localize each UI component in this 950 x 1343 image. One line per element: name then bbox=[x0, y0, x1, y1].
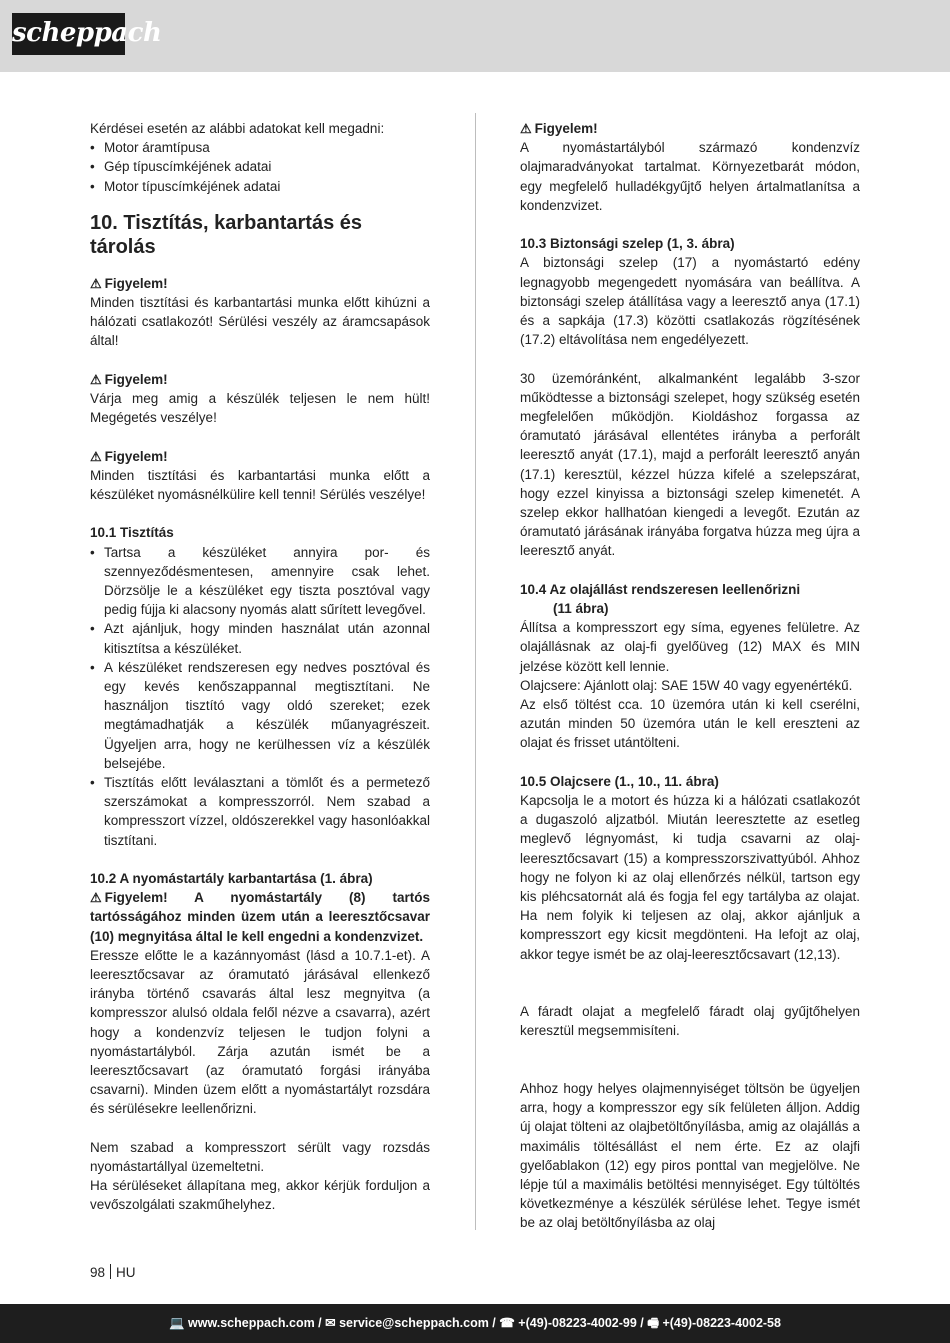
list-item: • Tartsa a készüléket annyira por- és szennyeződésmentesen, amennyire csak lehet. Dörzsölje le a készüléket egy tiszta posztóval vagy pedig fújja ki alacsony nyomás alatt sűrített levegővel. bbox=[90, 543, 430, 620]
list-item: • A készüléket rendszeresen egy nedves posztóval és egy kevés kenőszappannal megtisztítani. Ne használjon tisztító vagy oldó szereket; ezek megtámadhatják a készülék műanyagrészeit. Ügyeljen arra, hogy ne kerülhessen víz a készülék belsejébe. bbox=[90, 658, 430, 773]
list-item: • Motor típuscímkéjének adatai bbox=[90, 177, 430, 196]
warning-text: A nyomástartályból származó kondenzvíz olajmaradványokat tartalmat. Környezetbarát módon, egy megfelelő hulladékgyűjtő helyen ártalmatlanítsa a kondenzvizet. bbox=[520, 140, 860, 213]
list-item: • Gép típuscímkéjének adatai bbox=[90, 157, 430, 176]
left-column bbox=[90, 119, 430, 1215]
warning-heading: ⚠ Figyelem! bbox=[90, 274, 430, 293]
warning-text: Minden tisztítási és karbantartási munka előtt a készüléket nyomásnélkülire kell tenni! Sérülés veszélye! bbox=[90, 467, 430, 503]
body-text: Olajcsere: Ajánlott olaj: SAE 15W 40 vagy egyenértékű. bbox=[520, 677, 853, 693]
warning-heading: ⚠ Figyelem! bbox=[90, 370, 430, 389]
warning-heading: ⚠ Figyelem! bbox=[520, 119, 860, 138]
body-text: Az első töltést cca. 10 üzemóra után ki kell cserélni, azután minden 50 üzemóra után le kell ereszteni az olajat és frisset utántölteni. bbox=[520, 697, 860, 751]
intro-list bbox=[90, 138, 430, 196]
body-text: Kapcsolja le a motort és húzza ki a hálózati csatlakozót a dugaszoló aljzatból. Miután leeresztette az esetleg meglevő légnyomást, ki tudja csavarni az olaj-leeresztőcsavart (15) a kompresszorszivattyúból. Ahhoz hogy ne folyon ki az olaj ellenőrzés nélkül, tartson egy kis pléhcsatornát alá és fogja fel egy tartályba az olajat. Ha nem folyik ki teljesen az olaj, akkor ajánljuk a kompresszort egy kicsit megdönteni. Ha lefojt az olaj, akkor tegye ismét be az olaj-leeresztőcsavart (12,13). bbox=[520, 793, 860, 962]
section-title: 10. Tisztítás, karbantartás és tárolás bbox=[90, 211, 362, 258]
body-text: Eressze előtte le a kazánnyomást (lásd a 10.7.1-et). A leeresztőcsavar az óramutató járásával ellenkező irányba történő csavarás által lesz megnyitva (a kompresszor alulsó oldala felől nézve a csavarra), azért hogy a kondenzvíz teljesen le tudjon folyni a nyomástartályból. Zárja azután ismét be a leeresztőcsavart (az óramutató forgási irányába csavarni). Minden üzem előtt a nyomástartályt rozsdára és sérülésekre leellenőrizni. bbox=[90, 947, 430, 1117]
subsection-title: 10.1 Tisztítás bbox=[90, 525, 174, 541]
body-text: Állítsa a kompresszort egy síma, egyenes felületre. Az olajállásnak az olaj-fi gyelőüveg (12) MAX és MIN jelzése között kell lennie. bbox=[520, 620, 860, 674]
body-text: Ahhoz hogy helyes olajmennyiséget töltsön be ügyeljen arra, hogy a kompresszor egy sík felületen álljon. Addig új olajat tölteni az olajbetöltőnyílásba, amig az olajállás a maximális töltésállást el nem érte. Ez az olajfi gyelőablakon (12) egy piros ponttal van megjelölve. Ne lépje túl a maximális betöltési mennyiséget. Egy túltöltés következménye a készülék sérülése lehet. Tegye ismét be az olaj betöltőnyílásba az olaj bbox=[520, 1081, 860, 1231]
column-divider bbox=[475, 113, 476, 1230]
subsection-title: 10.3 Biztonsági szelep (1, 3. ábra) bbox=[520, 236, 735, 252]
header-bar bbox=[0, 0, 950, 72]
subsection-title: 10.2 A nyomástartály karbantartása (1. ábra) bbox=[90, 871, 373, 887]
body-text: Ha sérüléseket állapítana meg, akkor kérjük forduljon a vevőszolgálati szakműhelyhez. bbox=[90, 1178, 430, 1213]
subsection-title: 10.5 Olajcsere (1., 10., 11. ábra) bbox=[520, 773, 719, 789]
brand-logo: scheppach bbox=[12, 13, 125, 55]
body-text: 30 üzemóránként, alkalmanként legalább 3-szor működtesse a biztonsági szelepet, hogy szükség esetén megfelelően működjön. Kioldáshoz forgassa az óramutató járásával ellentétes irányba a perforált leeresztő anyát (17.1), majd a perforált leeresztő anyán (17.1) keresztül, kézzel húzza kifelé a szelepszárat, hogy ezzel kinyissa a biztonsági szelep kimenetét. A szelep ekkor hallhatóan kiengedi a levegőt. Ezután az óramutató járásának irányába forgatva húzza meg újra a leeresztő anyát. bbox=[520, 370, 860, 559]
warning-text: Minden tisztítási és karbantartási munka előtt kihúzni a hálózati csatlakozót! Sérülési veszély az áramcsapások által! bbox=[90, 295, 430, 349]
warning-heading: ⚠ Figyelem! bbox=[90, 447, 430, 466]
body-text: A biztonsági szelep (17) a nyomástartó edény legnagyobb megengedett nyomására van beállítva. A biztonsági szelep átállítása vagy a leeresztő anya (17.1) és a sapkája (17.3) közötti csatlakozás rögzítésének (17.2) eltávolítása nem engedélyezett. bbox=[520, 255, 860, 348]
contact-bar: 💻 www.scheppach.com / ✉ service@scheppach.com / ☎ +(49)-08223-4002-99 / 🖷 +(49)-08223-4002-58 bbox=[0, 1304, 950, 1343]
subsection-title: 10.4 Az olajállást rendszeresen leellenőrizni bbox=[520, 581, 801, 597]
warning-icon: ⚠ bbox=[90, 275, 102, 291]
page-number: 98 HU bbox=[90, 1265, 136, 1280]
warning-text: ⚠ Figyelem! A nyomástartály (8) tartós tartósságához minden üzem után a leeresztőcsavar (10) megnyitása által le kell engedni a kondenzvizet. bbox=[90, 890, 430, 944]
subsection-title-cont: (11 ábra) bbox=[553, 601, 609, 617]
list-item: • Azt ajánljuk, hogy minden használat után azonnal kitisztítsa a készüléket. bbox=[90, 619, 430, 657]
right-column bbox=[520, 119, 860, 1233]
warning-icon: ⚠ bbox=[90, 371, 102, 387]
body-text: A fáradt olajat a megfelelő fáradt olaj gyűjtőhelyen keresztül megsemmisíteni. bbox=[520, 1004, 860, 1039]
warning-text: Várja meg amig a készülék teljesen le nem hült! Megégetés veszélye! bbox=[90, 391, 430, 426]
intro-text: Kérdései esetén az alábbi adatokat kell megadni: bbox=[90, 121, 385, 136]
warning-icon: ⚠ bbox=[520, 121, 532, 136]
warning-icon: ⚠ bbox=[90, 890, 102, 906]
list-item: • Tisztítás előtt leválasztani a tömlőt és a permetező szerszámokat a kompresszorról. Nem szabad a kompresszort vízzel, oldószerekkel vagy hasonlóakkal tisztítani. bbox=[90, 773, 430, 850]
body-text: Nem szabad a kompresszort sérült vagy rozsdás nyomástartállyal üzemeltetni. bbox=[90, 1139, 430, 1175]
cleaning-list bbox=[90, 543, 430, 850]
warning-icon: ⚠ bbox=[90, 448, 102, 464]
list-item: • Motor áramtípusa bbox=[90, 138, 430, 157]
